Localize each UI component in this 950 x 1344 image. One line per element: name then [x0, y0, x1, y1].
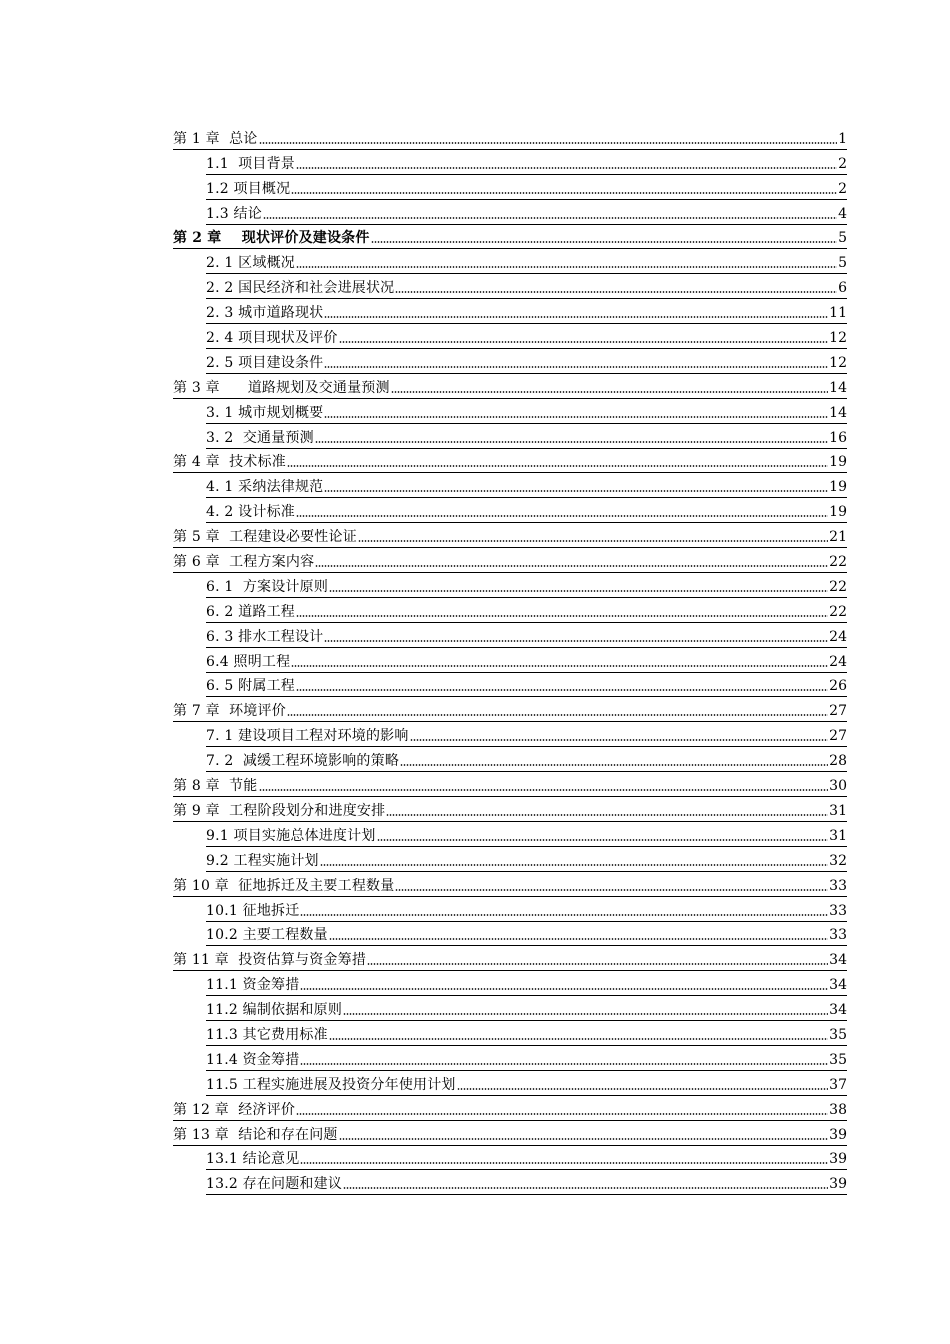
toc-page-number: 35 — [829, 1026, 847, 1043]
toc-entry-title: 3. 1 城市规划概要 — [206, 404, 324, 421]
toc-section-link[interactable] — [206, 324, 847, 349]
toc-entry-title: 2. 3 城市道路现状 — [206, 305, 324, 322]
toc-page-number: 34 — [829, 977, 847, 994]
toc-section-link[interactable] — [206, 274, 847, 299]
toc-chapter-link[interactable] — [173, 872, 847, 897]
toc-section-link[interactable] — [206, 722, 847, 747]
toc-page-number: 21 — [829, 529, 847, 546]
toc-section-link[interactable] — [206, 200, 847, 225]
toc-entry-title: 第 12 章 经济评价 — [173, 1101, 296, 1118]
toc-entry-title: 第 9 章 工程阶段划分和进度安排 — [173, 802, 386, 819]
toc-page-number: 28 — [829, 753, 847, 770]
dot-leader — [395, 290, 837, 294]
toc-page-number: 24 — [829, 653, 847, 670]
toc-entry-title: 7. 2 减缓工程环境影响的策略 — [206, 753, 400, 770]
toc-entry-title: 第 6 章 工程方案内容 — [173, 554, 315, 571]
toc-page-number: 6 — [838, 280, 847, 297]
dot-leader — [263, 216, 837, 220]
dot-leader — [386, 813, 828, 817]
toc-chapter-link[interactable] — [173, 1121, 847, 1146]
dot-leader — [300, 1062, 828, 1066]
toc-entry-title: 11.5 工程实施进展及投资分年使用计划 — [206, 1076, 456, 1093]
toc-entry-title: 1.2 项目概况 — [206, 180, 291, 197]
toc-entry-title: 9.2 工程实施计划 — [206, 852, 319, 869]
toc-section-link[interactable] — [206, 598, 847, 623]
dot-leader — [343, 1012, 828, 1016]
toc-section-link[interactable] — [206, 150, 847, 175]
toc-section-link[interactable] — [206, 623, 847, 648]
toc-section-link[interactable] — [206, 573, 847, 598]
toc-entry-title: 13.2 存在问题和建议 — [206, 1176, 343, 1193]
toc-section-link[interactable] — [206, 1021, 847, 1046]
toc-page-number: 35 — [829, 1051, 847, 1068]
toc-chapter-link[interactable] — [173, 548, 847, 573]
toc-section-link[interactable] — [206, 922, 847, 947]
dot-leader — [371, 240, 837, 244]
toc-page-number: 27 — [829, 728, 847, 745]
toc-entry-title: 11.1 资金筹措 — [206, 977, 300, 994]
dot-leader — [457, 1087, 829, 1091]
dot-leader — [395, 888, 828, 892]
toc-entry-title: 13.1 结论意见 — [206, 1151, 300, 1168]
toc-entry-title: 6. 3 排水工程设计 — [206, 628, 324, 645]
toc-page-number: 30 — [829, 778, 847, 795]
dot-leader — [410, 738, 829, 742]
toc-page-number: 33 — [829, 902, 847, 919]
toc-section-link[interactable] — [206, 673, 847, 698]
toc-page-number: 27 — [829, 703, 847, 720]
toc-page-number: 39 — [829, 1176, 847, 1193]
toc-entry-title: 第 5 章 工程建设必要性论证 — [173, 529, 357, 546]
toc-section-link[interactable] — [206, 424, 847, 449]
toc-entry-title: 第 4 章 技术标准 — [173, 454, 286, 471]
toc-entry-title: 3. 2 交通量预测 — [206, 429, 314, 446]
toc-page-number: 19 — [829, 479, 847, 496]
toc-entry-title: 第 3 章 道路规划及交通量预测 — [173, 379, 390, 396]
toc-page-number: 16 — [829, 429, 847, 446]
dot-leader — [343, 1186, 828, 1190]
toc-page-number: 12 — [829, 354, 847, 371]
toc-section-link[interactable] — [206, 473, 847, 498]
toc-page-number: 39 — [829, 1126, 847, 1143]
toc-section-link[interactable] — [206, 175, 847, 200]
toc-entry-title: 6.4 照明工程 — [206, 653, 291, 670]
toc-page-number: 34 — [829, 952, 847, 969]
toc-entry-title: 第 11 章 投资估算与资金筹措 — [173, 952, 367, 969]
toc-entry-title: 2. 5 项目建设条件 — [206, 354, 324, 371]
toc-entry-title: 第 8 章 节能 — [173, 778, 258, 795]
toc-entry-title: 11.4 资金筹措 — [206, 1051, 300, 1068]
toc-page-number: 33 — [829, 927, 847, 944]
dot-leader — [329, 937, 828, 941]
dot-leader — [300, 1161, 828, 1165]
toc-page-number: 5 — [838, 255, 847, 272]
toc-page-number: 19 — [829, 454, 847, 471]
dot-leader — [377, 838, 829, 842]
dot-leader — [400, 763, 828, 767]
toc-page-number: 31 — [829, 827, 847, 844]
toc-entry-title: 6. 1 方案设计原则 — [206, 578, 329, 595]
toc-chapter-link[interactable] — [173, 449, 847, 474]
toc-chapter-link[interactable] — [173, 946, 847, 971]
toc-section-link[interactable] — [206, 249, 847, 274]
dot-leader — [367, 962, 828, 966]
toc-chapter-link[interactable] — [173, 125, 847, 150]
toc-section-link[interactable] — [206, 1170, 847, 1195]
dot-leader — [296, 688, 828, 692]
toc-entry-title: 第 7 章 环境评价 — [173, 703, 286, 720]
dot-leader — [358, 539, 828, 543]
toc-entry-title: 11.2 编制依据和原则 — [206, 1002, 343, 1019]
toc-page-number: 37 — [829, 1076, 847, 1093]
toc-page-number: 34 — [829, 1002, 847, 1019]
toc-chapter-link[interactable] — [173, 225, 847, 250]
dot-leader — [315, 564, 828, 568]
dot-leader — [324, 315, 828, 319]
toc-page-number: 22 — [829, 554, 847, 571]
dot-leader — [259, 788, 829, 792]
toc-section-link[interactable] — [206, 498, 847, 523]
toc-section-link[interactable] — [206, 648, 847, 673]
toc-page-number: 33 — [829, 877, 847, 894]
toc-section-link[interactable] — [206, 822, 847, 847]
toc-entry-title: 10.1 征地拆迁 — [206, 902, 300, 919]
toc-section-link[interactable] — [206, 349, 847, 374]
toc-page-number: 14 — [829, 404, 847, 421]
toc-entry-title: 1.3 结论 — [206, 205, 262, 222]
dot-leader — [329, 1037, 828, 1041]
toc-section-link[interactable] — [206, 996, 847, 1021]
toc-page-number: 2 — [838, 180, 847, 197]
toc-page-number: 14 — [829, 379, 847, 396]
dot-leader — [324, 489, 828, 493]
dot-leader — [291, 191, 837, 195]
toc-entry-title: 第 1 章 总论 — [173, 130, 258, 147]
toc-page-number: 4 — [838, 205, 847, 222]
dot-leader — [287, 464, 828, 468]
dot-leader — [300, 987, 828, 991]
dot-leader — [296, 265, 837, 269]
toc-chapter-link[interactable] — [173, 1096, 847, 1121]
toc-page-number: 32 — [829, 852, 847, 869]
toc-page-number: 22 — [829, 603, 847, 620]
toc-entry-title: 4. 1 采纳法律规范 — [206, 479, 324, 496]
dot-leader — [300, 913, 828, 917]
toc-page-number: 5 — [838, 230, 847, 247]
toc-entry-title: 6. 2 道路工程 — [206, 603, 295, 620]
toc-entry-title: 2. 4 项目现状及评价 — [206, 330, 338, 347]
toc-entry-title: 1.1 项目背景 — [206, 155, 295, 172]
toc-entry-title: 9.1 项目实施总体进度计划 — [206, 827, 376, 844]
toc-entry-title: 4. 2 设计标准 — [206, 504, 295, 521]
toc-entry-title: 10.2 主要工程数量 — [206, 927, 328, 944]
toc-section-link[interactable] — [206, 1071, 847, 1096]
dot-leader — [339, 1137, 829, 1141]
dot-leader — [324, 365, 828, 369]
toc-page-number: 1 — [838, 130, 847, 147]
toc-entry-title: 2. 2 国民经济和社会进展状况 — [206, 280, 395, 297]
table-of-contents — [173, 125, 847, 1195]
dot-leader — [296, 1112, 828, 1116]
toc-entry-title: 第 10 章 征地拆迁及主要工程数量 — [173, 877, 395, 894]
toc-page-number: 24 — [829, 628, 847, 645]
dot-leader — [315, 440, 828, 444]
toc-entry-title: 第 2 章 现状评价及建设条件 — [173, 230, 370, 247]
toc-chapter-link[interactable] — [173, 772, 847, 797]
dot-leader — [287, 713, 828, 717]
toc-page-number: 19 — [829, 504, 847, 521]
toc-section-link[interactable] — [206, 1046, 847, 1071]
dot-leader — [324, 415, 828, 419]
toc-section-link[interactable] — [206, 847, 847, 872]
toc-chapter-link[interactable] — [173, 797, 847, 822]
toc-entry-title: 11.3 其它费用标准 — [206, 1026, 328, 1043]
toc-chapter-link[interactable] — [173, 374, 847, 399]
dot-leader — [320, 863, 828, 867]
toc-page-number: 31 — [829, 802, 847, 819]
toc-section-link[interactable] — [206, 971, 847, 996]
toc-section-link[interactable] — [206, 399, 847, 424]
toc-chapter-link[interactable] — [173, 697, 847, 722]
toc-entry-title: 第 13 章 结论和存在问题 — [173, 1126, 338, 1143]
toc-section-link[interactable] — [206, 1146, 847, 1171]
dot-leader — [296, 514, 828, 518]
toc-entry-title: 7. 1 建设项目工程对环境的影响 — [206, 728, 409, 745]
toc-entry-title: 6. 5 附属工程 — [206, 678, 295, 695]
toc-section-link[interactable] — [206, 747, 847, 772]
toc-page-number: 26 — [829, 678, 847, 695]
toc-section-link[interactable] — [206, 897, 847, 922]
toc-page-number: 11 — [829, 305, 847, 322]
dot-leader — [296, 166, 837, 170]
dot-leader — [296, 614, 828, 618]
dot-leader — [324, 639, 828, 643]
toc-section-link[interactable] — [206, 299, 847, 324]
toc-page-number: 12 — [829, 330, 847, 347]
dot-leader — [329, 589, 828, 593]
dot-leader — [291, 664, 828, 668]
dot-leader — [259, 141, 838, 145]
toc-chapter-link[interactable] — [173, 523, 847, 548]
toc-page-number: 2 — [838, 155, 847, 172]
dot-leader — [339, 340, 829, 344]
toc-page-number: 22 — [829, 578, 847, 595]
toc-page-number: 38 — [829, 1101, 847, 1118]
toc-entry-title: 2. 1 区域概况 — [206, 255, 295, 272]
toc-page-number: 39 — [829, 1151, 847, 1168]
dot-leader — [391, 390, 828, 394]
